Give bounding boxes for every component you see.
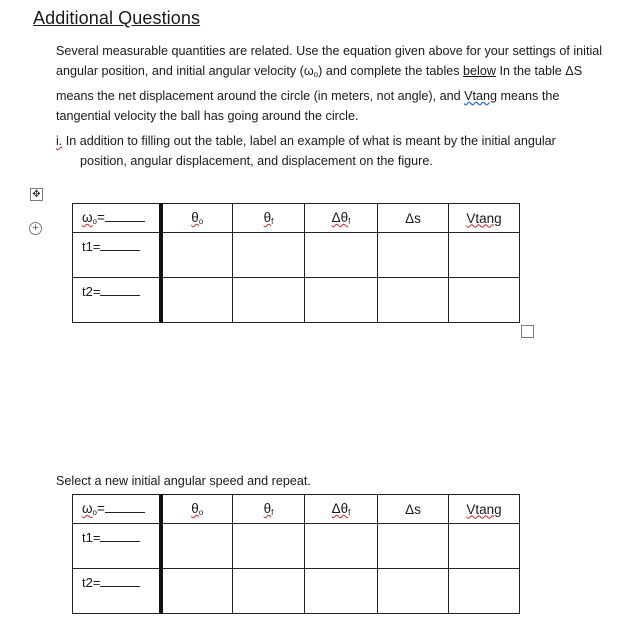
page-heading: Additional Questions [33, 8, 201, 28]
table-row-label[interactable]: t2= [73, 569, 161, 614]
table-cell[interactable] [449, 524, 520, 569]
table-cell[interactable] [378, 233, 449, 278]
dtheta-header[interactable]: $\Delta\theta_f$ [305, 204, 378, 233]
move-icon[interactable]: ✥ [30, 188, 43, 201]
table-cell[interactable] [305, 524, 378, 569]
table-cell[interactable] [378, 278, 449, 323]
omega-header[interactable]: $\omega_o=$ [73, 495, 161, 524]
data-table-2 [72, 494, 520, 614]
table-cell[interactable] [449, 278, 520, 323]
vtang-header[interactable]: Vtang [449, 204, 520, 233]
table-row-label[interactable]: t1= [73, 524, 161, 569]
theta0-header[interactable]: $\theta_o$ [161, 495, 233, 524]
ds-header[interactable]: Δs [378, 204, 449, 233]
ds-header[interactable]: Δs [378, 495, 449, 524]
table-cell[interactable] [161, 233, 233, 278]
table-cell[interactable] [161, 278, 233, 323]
thetaf-header[interactable]: $\theta_f$ [233, 495, 305, 524]
question-paragraph: i. In addition to filling out the table, label an example of what is meant by the initial angular position, angular displacement, and displacement on the figure. [56, 134, 556, 168]
omega-header[interactable]: $\omega_o=$ [73, 204, 161, 233]
table-cell[interactable] [233, 233, 305, 278]
dtheta-header[interactable]: $\Delta\theta_f$ [305, 495, 378, 524]
resize-handle-icon[interactable] [521, 325, 534, 338]
table-cell[interactable] [378, 569, 449, 614]
table-cell[interactable] [233, 278, 305, 323]
table-cell[interactable] [233, 569, 305, 614]
intro-paragraph: Several measurable quantities are related. Use the equation given above for your settings of initial angular position, and initial angular velocity $(\omega_o)$ and complete the tables below In the table ΔS means the net displacement around the circle (in meters, not angle), and Vtang means the tangential velocity the ball has going around the circle. [56, 44, 603, 123]
theta0-header[interactable]: $\theta_o$ [161, 204, 233, 233]
table-cell[interactable] [449, 233, 520, 278]
table-cell[interactable] [449, 569, 520, 614]
table-cell[interactable] [305, 278, 378, 323]
question-marker: i. [56, 134, 63, 148]
table-cell[interactable] [305, 569, 378, 614]
table-row-label[interactable]: t1= [73, 233, 161, 278]
repeat-instruction: Select a new initial angular speed and repeat. [56, 474, 311, 488]
below-link: below [463, 64, 496, 79]
table-cell[interactable] [305, 233, 378, 278]
add-row-icon[interactable]: + [29, 222, 42, 235]
table-cell[interactable] [161, 569, 233, 614]
table-cell[interactable] [161, 524, 233, 569]
table-cell[interactable] [233, 524, 305, 569]
data-table-1 [72, 203, 520, 323]
thetaf-header[interactable]: $\theta_f$ [233, 204, 305, 233]
table-row-label[interactable]: t2= [73, 278, 161, 323]
table-cell[interactable] [378, 524, 449, 569]
vtang-header[interactable]: Vtang [449, 495, 520, 524]
